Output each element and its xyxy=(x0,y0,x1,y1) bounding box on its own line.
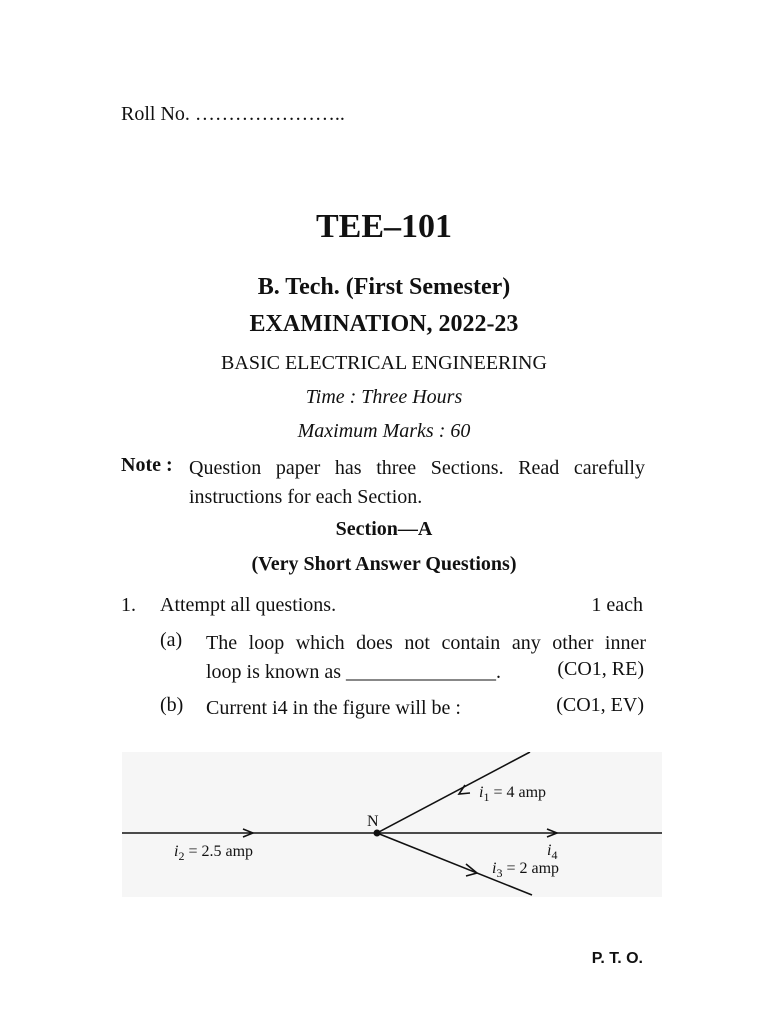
i3-label: $i_3 = 2$ amp xyxy=(492,860,560,880)
part-b-label: (b) xyxy=(160,694,184,716)
note-text: Question paper has three Sections. Read carefully instructions for each Section. xyxy=(189,457,645,508)
roll-number: Roll No. ………………….. xyxy=(121,103,345,125)
page-turn-over: P. T. O. xyxy=(591,950,643,967)
note-label: Note : xyxy=(121,454,173,476)
i4-label: $i_4$ xyxy=(547,842,558,862)
part-a-label: (a) xyxy=(160,629,183,651)
question-number: 1. xyxy=(121,594,136,616)
i1-label: $i_1 = 4$ amp xyxy=(479,784,547,804)
section-title: Section—A xyxy=(335,518,433,540)
i2-label: $i_2 = 2.5$ amp xyxy=(174,843,254,863)
course-code: TEE–101 xyxy=(315,208,453,245)
part-a-tag: (CO1, RE) xyxy=(557,658,644,680)
part-b-tag: (CO1, EV) xyxy=(556,694,644,716)
time-allowed: Time : Three Hours xyxy=(305,386,463,408)
part-a-line2: loop is known as _______________. xyxy=(206,661,501,683)
junction-node xyxy=(374,830,381,837)
examination-title: EXAMINATION, 2022-23 xyxy=(249,311,519,337)
node-label: N xyxy=(367,813,379,830)
programme-title: B. Tech. (First Semester) xyxy=(257,274,511,300)
section-subtitle: (Very Short Answer Questions) xyxy=(251,553,517,575)
question-marks: 1 each xyxy=(591,594,643,616)
circuit-junction-figure xyxy=(122,752,662,897)
part-a-line1: The loop which does not contain any other inner xyxy=(206,632,646,654)
part-b-line1: Current i4 in the figure will be : xyxy=(206,697,461,719)
question-text: Attempt all questions. xyxy=(160,594,337,616)
maximum-marks: Maximum Marks : 60 xyxy=(297,420,471,442)
subject-title: BASIC ELECTRICAL ENGINEERING xyxy=(221,352,547,374)
